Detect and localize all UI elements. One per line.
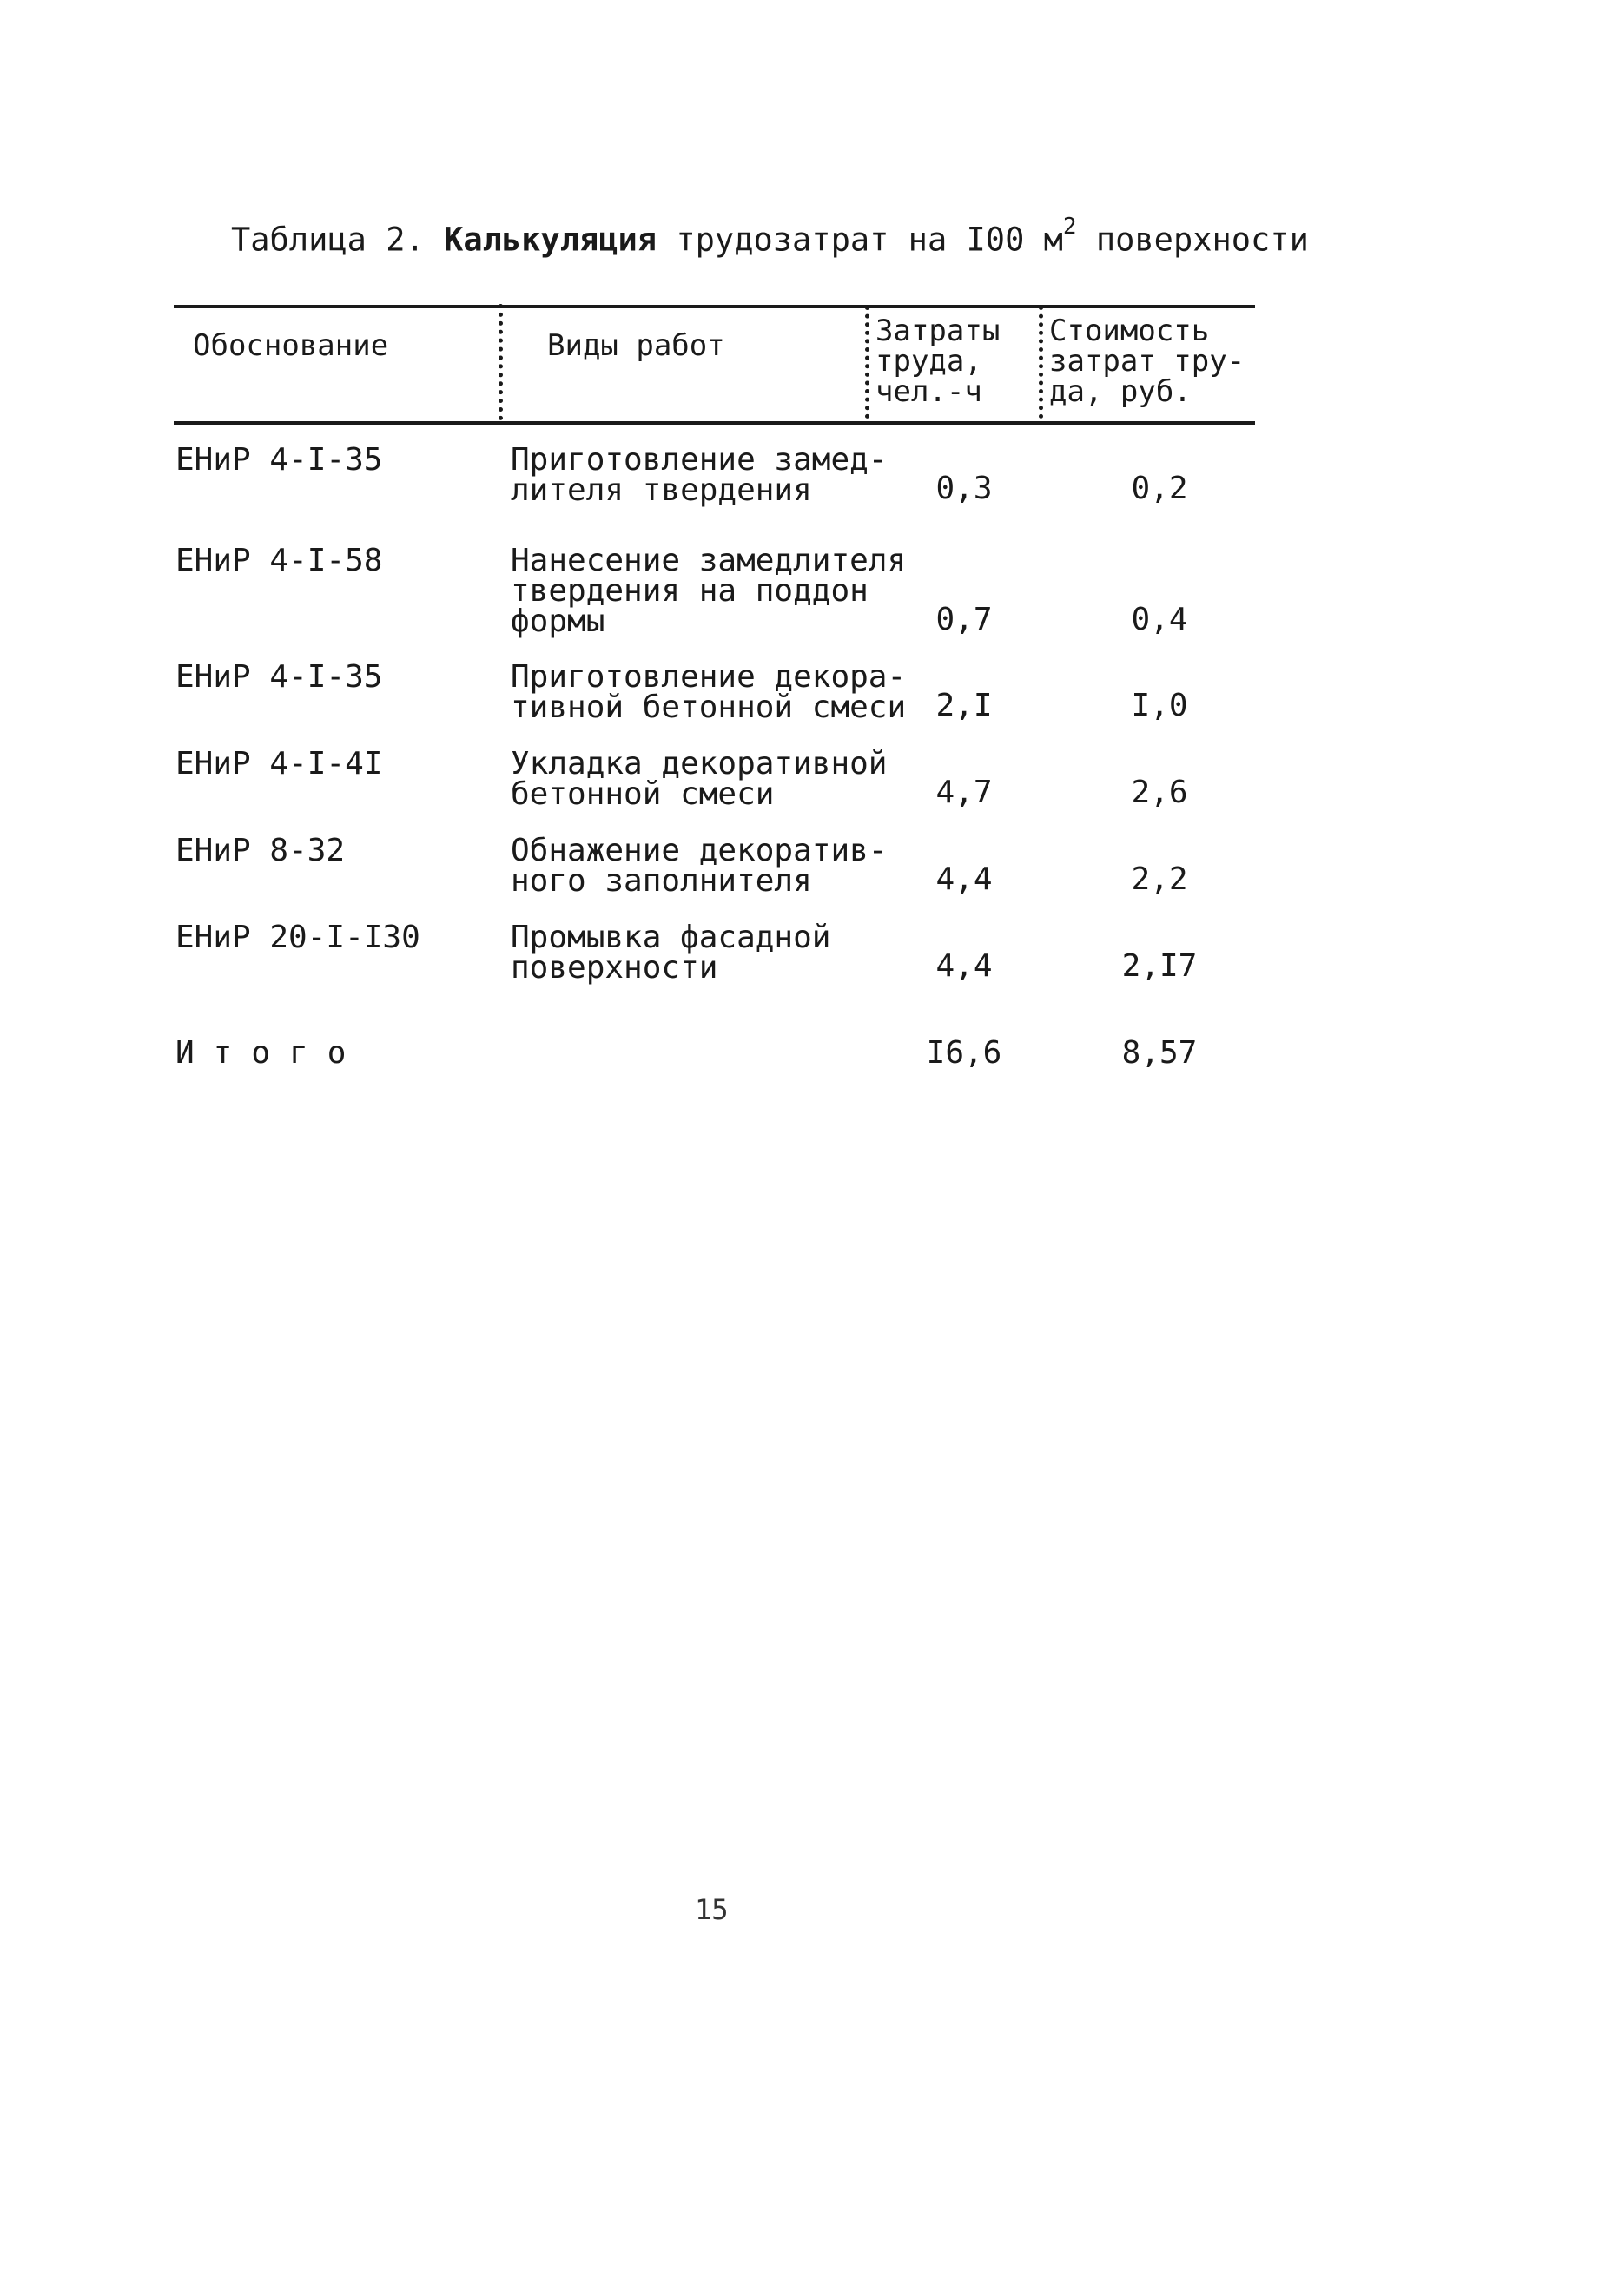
row-4-cost: 2,6 [1131,775,1188,810]
row-6-hours: 4,4 [935,948,993,984]
row-3-work-line-2: тивной бетонной смеси [511,689,907,725]
row-2-basis: ЕНиР 4-I-58 [175,543,383,578]
row-2-work-line-1: Нанесение замедлителя [511,543,907,578]
header-labor-cost-line-3: да, руб. [1049,374,1192,409]
row-5-work-line-1: Обнажение декоратив- [511,833,888,868]
page-number: 15 [695,1893,729,1926]
row-5-basis: ЕНиР 8-32 [175,833,346,868]
row-2-work-line-2: твердения на поддон [511,573,869,609]
row-2-work-line-3: формы [511,604,605,639]
title-prefix: Таблица 2. [231,221,425,259]
row-1-basis: ЕНиР 4-I-35 [175,442,383,478]
header-basis-line: Обоснование [193,328,389,363]
row-2-work [511,545,906,637]
header-labor-hours-line-1: Затраты [875,313,1001,348]
title-suffix: поверхности [1095,221,1309,259]
row-5-cost: 2,2 [1131,861,1188,897]
row-4-basis: ЕНиР 4-I-4I [175,746,383,782]
row-4-work [511,746,888,812]
total-cost: 8,57 [1121,1035,1198,1071]
row-3-work [511,659,907,725]
row-6-basis: ЕНиР 20-I-I30 [175,920,420,955]
header-separator-1 [499,304,503,420]
row-6-work-line-1: Промывка фасадной [511,920,831,955]
header-labor-cost-line-1: Стоимость [1049,313,1210,348]
row-2-hours: 0,7 [935,602,993,637]
row-3-work-line-1: Приготовление декора- [511,659,907,695]
header-work-types-line: Виды работ [547,328,725,363]
header-labor-cost [1049,313,1245,409]
row-1-work-line-2: лителя твердения [511,472,812,508]
row-3-hours: 2,I [935,688,993,723]
header-labor-hours-line-3: чел.-ч [875,374,982,409]
header-labor-cost-line-2: затрат тру- [1049,344,1245,379]
row-3-basis: ЕНиР 4-I-35 [175,659,383,695]
header-basis [193,328,389,363]
row-1-hours: 0,3 [935,471,993,506]
header-labor-hours [875,313,1001,409]
row-6-cost: 2,I7 [1121,948,1198,984]
row-5-hours: 4,4 [935,861,993,897]
row-5-work [511,833,888,899]
row-4-work-line-2: бетонной смеси [511,776,775,812]
row-2-cost: 0,4 [1131,602,1188,637]
total-hours: I6,6 [926,1035,1002,1071]
header-labor-hours-line-2: труда, [875,344,982,379]
title-bold: Калькуляция [444,221,657,259]
header-work-types [547,328,725,363]
title-sup: 2 [1062,214,1077,240]
row-5-work-line-2: ного заполнителя [511,863,812,899]
table-header-rule [174,421,1255,425]
row-1-work [511,442,888,508]
row-6-work [511,920,831,986]
title-rest: трудозатрат на I00 м [676,221,1063,259]
table-top-rule [174,305,1255,308]
row-1-cost: 0,2 [1131,471,1188,506]
header-separator-2 [865,306,869,419]
table-title [231,214,1309,259]
row-3-cost: I,0 [1131,688,1188,723]
row-4-hours: 4,7 [935,775,993,810]
header-separator-3 [1039,306,1043,419]
row-6-work-line-2: поверхности [511,950,718,986]
row-1-work-line-1: Приготовление замед- [511,442,888,478]
total-label: Итого [175,1035,366,1071]
row-4-work-line-1: Укладка декоративной [511,746,888,782]
